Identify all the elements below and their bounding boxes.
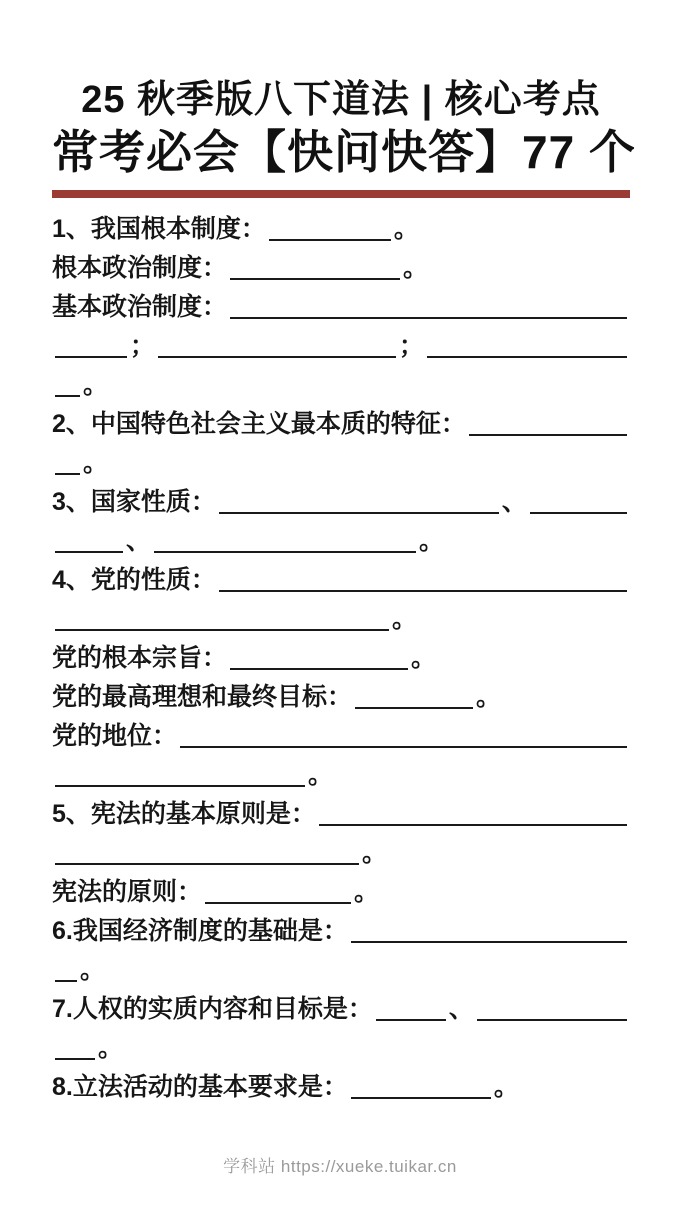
answer-blank: [55, 525, 123, 553]
question-line: [52, 558, 630, 597]
question-text: 。: [403, 254, 429, 282]
question-list: [52, 207, 630, 1104]
question-text: 、: [126, 527, 152, 555]
question-text: 党的根本宗旨：: [52, 644, 228, 672]
answer-blank: [351, 1071, 491, 1099]
question-text: 根本政治制度：: [52, 254, 228, 282]
answer-blank: [205, 876, 351, 904]
answer-blank: [55, 954, 77, 982]
question-text: 基本政治制度：: [52, 293, 228, 321]
question-text: ；: [399, 332, 425, 360]
question-line: [52, 519, 630, 558]
answer-blank: [219, 486, 499, 514]
title-divider: [52, 190, 630, 198]
question-text: 。: [392, 605, 418, 633]
question-line: [52, 363, 630, 402]
question-line: [52, 207, 630, 246]
question-line: [52, 948, 630, 987]
answer-blank: [154, 525, 416, 553]
question-text: 6.我国经济制度的基础是：: [52, 917, 348, 945]
answer-blank: [469, 408, 627, 436]
question-text: 4、党的性质：: [52, 566, 216, 594]
question-text: 党的地位：: [52, 722, 178, 750]
question-line: [52, 1026, 630, 1065]
answer-blank: [269, 213, 391, 241]
question-text: 党的最高理想和最终目标：: [52, 683, 353, 711]
question-text: 。: [362, 839, 388, 867]
question-line: [52, 402, 630, 441]
answer-blank: [427, 330, 627, 358]
answer-blank: [55, 330, 127, 358]
answer-blank: [319, 798, 627, 826]
answer-blank: [55, 1032, 95, 1060]
question-line: [52, 753, 630, 792]
question-line: [52, 909, 630, 948]
question-line: [52, 324, 630, 363]
question-text: 8.立法活动的基本要求是：: [52, 1073, 348, 1101]
question-line: [52, 714, 630, 753]
question-line: [52, 1065, 630, 1104]
question-text: 。: [308, 761, 334, 789]
question-text: 。: [476, 683, 502, 711]
answer-blank: [55, 837, 359, 865]
question-line: [52, 246, 630, 285]
page-title-line1: 25 秋季版八下道法 | 核心考点: [81, 79, 601, 121]
answer-blank: [55, 369, 80, 397]
answer-blank: [180, 720, 627, 748]
answer-blank: [530, 486, 627, 514]
question-text: 。: [98, 1034, 124, 1062]
question-text: 。: [83, 449, 109, 477]
answer-blank: [219, 564, 627, 592]
answer-blank: [55, 759, 305, 787]
question-line: [52, 597, 630, 636]
footer-watermark: 学科站 https://xueke.tuikar.cn: [223, 1157, 457, 1176]
question-text: 5、宪法的基本原则是：: [52, 800, 316, 828]
question-line: [52, 870, 630, 909]
question-text: 7.人权的实质内容和目标是：: [52, 995, 373, 1023]
question-line: [52, 987, 630, 1026]
question-text: 。: [354, 878, 380, 906]
question-text: 。: [411, 644, 437, 672]
question-text: 。: [493, 1073, 519, 1101]
question-line: [52, 480, 630, 519]
answer-blank: [230, 291, 627, 319]
question-text: 、: [501, 488, 527, 516]
answer-blank: [355, 681, 473, 709]
question-text: 。: [80, 956, 106, 984]
question-text: 1、我国根本制度：: [52, 215, 266, 243]
question-text: 。: [83, 371, 109, 399]
question-text: ；: [130, 332, 156, 360]
answer-blank: [55, 603, 389, 631]
question-line: [52, 792, 630, 831]
answer-blank: [351, 915, 627, 943]
question-line: [52, 675, 630, 714]
answer-blank: [376, 993, 446, 1021]
page-title-line2: 常考必会【快问快答】77 个: [52, 126, 636, 178]
question-text: 。: [393, 215, 419, 243]
question-line: [52, 831, 630, 870]
question-line: [52, 636, 630, 675]
answer-blank: [477, 993, 627, 1021]
answer-blank: [55, 447, 80, 475]
question-text: 。: [419, 527, 445, 555]
question-text: 2、中国特色社会主义最本质的特征：: [52, 410, 466, 438]
answer-blank: [230, 642, 408, 670]
question-line: [52, 441, 630, 480]
question-text: 宪法的原则：: [52, 878, 203, 906]
question-line: [52, 285, 630, 324]
question-text: 、: [448, 995, 474, 1023]
answer-blank: [158, 330, 396, 358]
answer-blank: [230, 252, 400, 280]
question-text: 3、国家性质：: [52, 488, 216, 516]
